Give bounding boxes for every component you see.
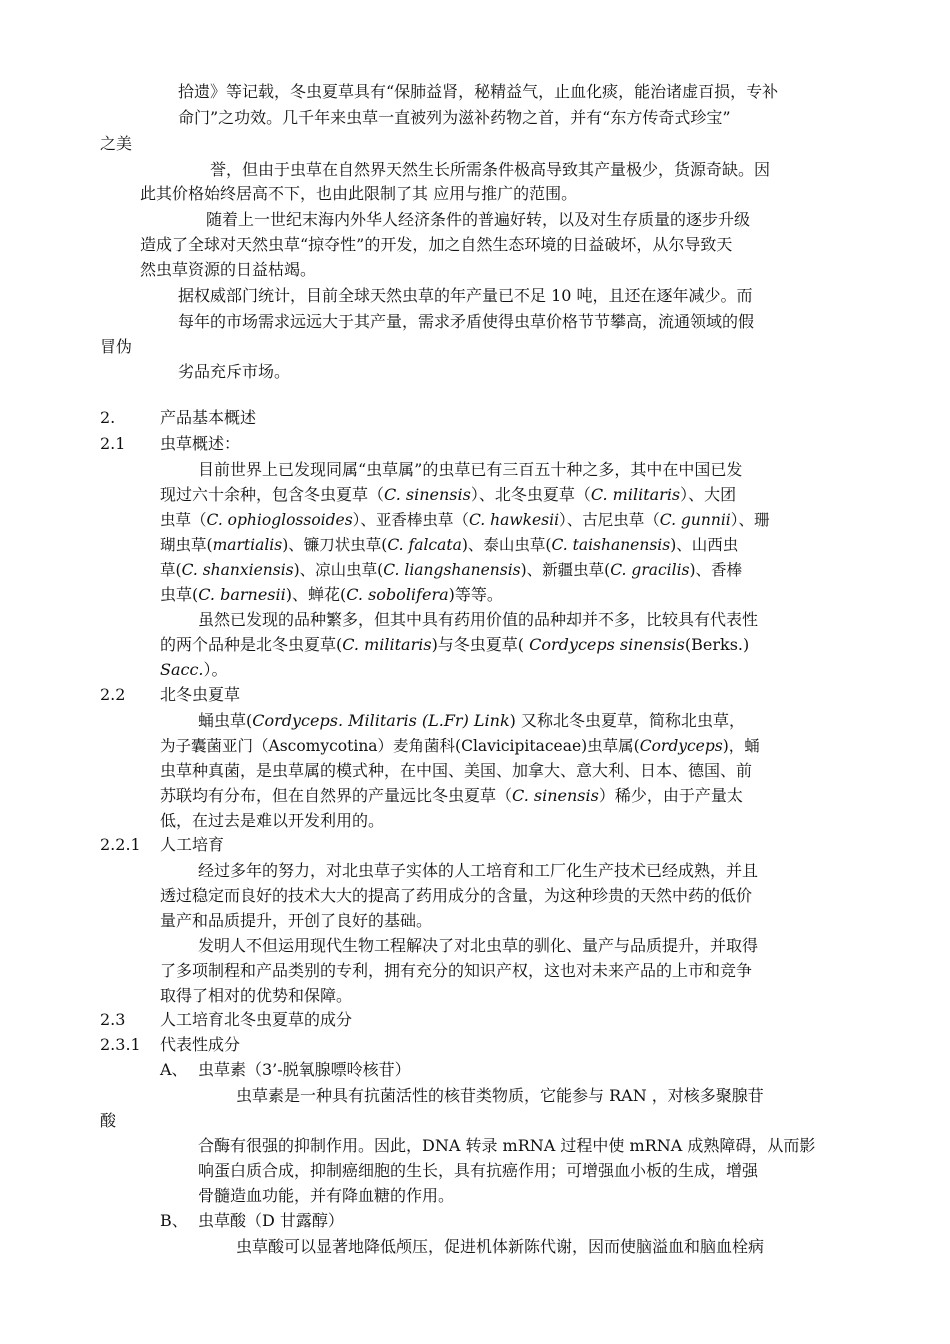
intro-line: 拾遗》等记载，冬虫夏草具有“保肺益肾，秘精益气，止血化痰，能治诸虚百损，专补 [178, 82, 779, 101]
intro-line: 之美 [100, 134, 133, 153]
paragraph-line: 虫草素是一种具有抗菌活性的核苷类物质，它能参与 RAN ，对核多聚腺苷 [236, 1086, 764, 1105]
intro-line: 每年的市场需求远远大于其产量，需求矛盾使得虫草价格节节攀高，流通领域的假 [178, 312, 755, 331]
intro-line: 誉，但由于虫草在自然界天然生长所需条件极高导致其产量极少，货源奇缺。因 [210, 160, 771, 179]
species-name: C. liangshanensis [383, 561, 521, 579]
species-name: C. sinensis [512, 786, 599, 805]
paragraph-line: 目前世界上已发现同属“虫草属”的虫草已有三百五十种之多，其中在中国已发 [198, 460, 743, 479]
section-number: 2.1 [100, 434, 126, 453]
paragraph-line: 骨髓造血功能，并有降血糖的作用。 [198, 1186, 455, 1205]
intro-line: 此其价格始终居高不下，也由此限制了其 应用与推广的范围。 [140, 184, 578, 203]
intro-line: 命门”之功效。几千年来虫草一直被列为滋补药物之首，并有“东方传奇式珍宝” [178, 108, 731, 127]
intro-line: 据权威部门统计，目前全球天然虫草的年产量已不足 10 吨，且还在逐年减少。而 [178, 286, 753, 305]
paragraph-line: Sacc.）。 [160, 660, 228, 679]
paragraph-line: 草(C. shanxiensis)、凉山虫草(C. liangshanensis)、新疆虫草(C. gracilis)、香棒 [160, 561, 743, 579]
paragraph-line: 合酶有很强的抑制作用。因此，DNA 转录 mRNA 过程中使 mRNA 成熟障碍，从而影 [198, 1136, 816, 1155]
section-number: 2.2 [100, 685, 126, 704]
list-title: 虫草酸（D 甘露醇） [198, 1211, 344, 1230]
list-label: A、 [160, 1060, 188, 1079]
paragraph-line: 虽然已发现的品种繁多，但其中具有药用价值的品种却并不多，比较具有代表性 [198, 610, 759, 629]
list-title: 虫草素（3’-脱氧腺嘌呤核苷） [198, 1060, 411, 1079]
species-name: C. hawkesii [468, 511, 560, 529]
paragraph-line: 虫草(C. barnesii)、蝉花(C. sobolifera)等等。 [160, 585, 503, 604]
paragraph-line: 透过稳定而良好的技术大大的提高了药用成分的含量，为这种珍贵的天然中药的低价 [160, 886, 753, 905]
paragraph-line: 虫草种真菌，是虫草属的模式种，在中国、美国、加拿大、意大利、日本、德国、前 [160, 761, 753, 780]
section-title: 虫草概述： [160, 434, 241, 453]
species-name: Cordyceps [639, 737, 723, 755]
species-name: Sacc. [160, 660, 204, 679]
list-label: B、 [160, 1211, 188, 1230]
species-name: C. militaris [342, 635, 432, 654]
paragraph-line: 经过多年的努力，对北虫草子实体的人工培育和工厂化生产技术已经成熟，并且 [198, 861, 759, 880]
section-number: 2. [100, 408, 116, 427]
intro-line: 劣品充斥市场。 [178, 362, 291, 381]
paragraph-line: 虫草酸可以显著地降低颅压，促进机体新陈代谢，因而使脑溢血和脑血栓病 [236, 1237, 765, 1256]
paragraph-line: 酸 [100, 1111, 117, 1130]
species-name: Cordyceps sinensis [524, 635, 685, 654]
species-name: C. taishanensis [551, 536, 671, 554]
species-name: C. sinensis [384, 485, 471, 504]
section-number: 2.2.1 [100, 835, 141, 854]
intro-line: 然虫草资源的日益枯竭。 [140, 260, 317, 279]
paragraph-line: 响蛋白质合成，抑制癌细胞的生长，具有抗癌作用；可增强血小板的生成，增强 [198, 1161, 759, 1180]
intro-line: 随着上一世纪末海内外华人经济条件的普遍好转，以及对生存质量的逐步升级 [206, 210, 751, 229]
paragraph-line: 苏联均有分布，但在自然界的产量远比冬虫夏草（C. sinensis）稀少，由于产量太 [160, 786, 743, 805]
species-name: C. gunnii [659, 511, 731, 529]
section-number: 2.3 [100, 1010, 126, 1029]
paragraph-line: 了多项制程和产品类别的专利，拥有充分的知识产权，这也对未来产品的上市和竞争 [160, 961, 753, 980]
species-name: C. militaris [590, 485, 681, 504]
intro-line: 造成了全球对天然虫草“掠夺性”的开发，加之自然生态环境的日益破坏，从尔导致天 [140, 235, 733, 254]
section-title: 人工培育 [160, 835, 225, 854]
species-name: martialis [212, 536, 283, 554]
paragraph-line: 低，在过去是难以开发利用的。 [160, 811, 385, 830]
paragraph-line: 虫草（C. ophioglossoides）、亚香棒虫草（C. hawkesii）、古尼虫草（C. gunnii）、珊 [160, 511, 770, 529]
species-name: C. shanxiensis [181, 561, 294, 579]
species-name: C. barnesii [198, 585, 286, 604]
section-number: 2.3.1 [100, 1035, 141, 1054]
species-name: Cordyceps. Militaris (L.Fr) Link [252, 711, 510, 730]
paragraph-line: 现过六十余种，包含冬虫夏草（C. sinensis）、北冬虫夏草（C. militaris）、大团 [160, 485, 737, 504]
paragraph-line: 瑚虫草(martialis)、镰刀状虫草(C. falcata)、泰山虫草(C. taishanensis)、山西虫 [160, 536, 739, 554]
section-title: 产品基本概述 [160, 408, 257, 427]
intro-line: 冒伪 [100, 337, 133, 356]
section-title: 北冬虫夏草 [160, 685, 241, 704]
paragraph-line: 量产和品质提升，开创了良好的基础。 [160, 911, 433, 930]
paragraph-line: 为子囊菌亚门（Ascomycotina）麦角菌科(Clavicipitaceae)虫草属(Cordyceps)，蛹 [160, 737, 760, 755]
section-title: 代表性成分 [160, 1035, 241, 1054]
species-name: C. sobolifera [346, 585, 449, 604]
species-name: C. gracilis [610, 561, 690, 579]
paragraph-line: 的两个品种是北冬虫夏草(C. militaris)与冬虫夏草( Cordyceps sinensis(Berks.) [160, 635, 750, 654]
paragraph-line: 发明人不但运用现代生物工程解决了对北虫草的驯化、量产与品质提升，并取得 [198, 936, 759, 955]
species-name: C. ophioglossoides [206, 511, 353, 529]
section-title: 人工培育北冬虫夏草的成分 [160, 1010, 353, 1029]
paragraph-line: 蛹虫草(Cordyceps. Militaris (L.Fr) Link) 又称北冬虫夏草，简称北虫草， [198, 711, 745, 730]
paragraph-line: 取得了相对的优势和保障。 [160, 986, 353, 1005]
species-name: C. falcata [387, 536, 462, 554]
